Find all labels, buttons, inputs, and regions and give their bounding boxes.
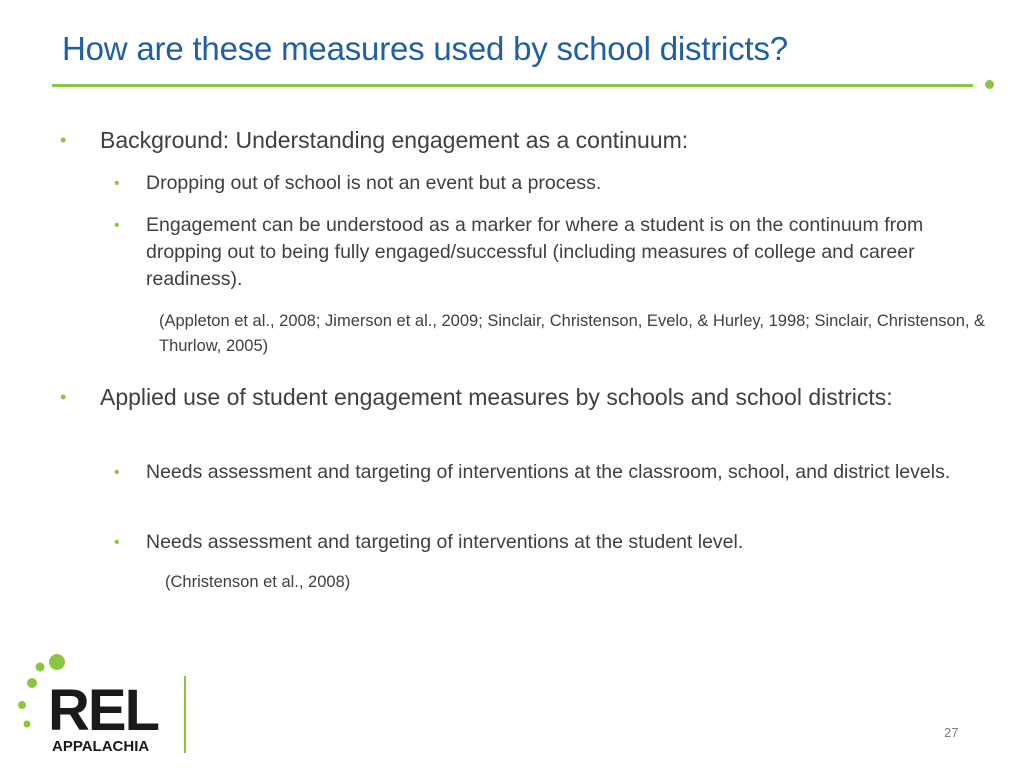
sub-bullet-dropping-out [114,170,964,197]
logo-subtitle: APPALACHIA [52,738,150,755]
sub-bullet-dot-icon: • [114,464,120,481]
bullet-text: Applied use of student engagement measures by schools and school districts: [100,384,893,410]
bullet-background [60,125,960,155]
sub-bullet-student-level [114,529,974,556]
sub-bullet-dot-icon: • [114,217,120,234]
bullet-text: Background: Understanding engagement as a continuum: [100,127,689,153]
logo-divider [184,676,186,753]
logo-wordmark: REL [48,678,158,743]
rel-appalachia-logo [14,650,194,758]
logo-dot-icon [24,721,31,728]
sub-bullet-text: Engagement can be understood as a marker for where a student is on the continuum from dropping out to being fully engaged/successful (including measures of college and career readiness). [146,214,924,290]
title-underline [52,84,973,87]
logo-dot-large-icon [49,654,65,670]
sub-bullet-classroom-levels [114,459,974,486]
bullet-dot-icon: • [60,387,67,407]
slide-title: How are these measures used by school districts? [62,30,788,67]
logo-dot-icon [36,663,45,672]
sub-bullet-dot-icon: • [114,175,120,192]
logo-dot-icon [18,701,26,709]
sub-bullet-text: Dropping out of school is not an event but a process. [146,172,602,194]
citation-background: (Appleton et al., 2008; Jimerson et al., 2009; Sinclair, Christenson, Evelo, & Hurley, 1998; Sinclair, Christenson, & Thurlow, 2005) [159,312,986,355]
citation-applied-use: (Christenson et al., 2008) [165,573,351,591]
sub-bullet-text: Needs assessment and targeting of interventions at the classroom, school, and district levels. [146,461,951,483]
sub-bullet-text: Needs assessment and targeting of interventions at the student level. [146,531,744,553]
bullet-dot-icon: • [60,130,67,150]
sub-bullet-dot-icon: • [114,534,120,551]
logo-dot-icon [27,678,37,688]
title-accent-dot [985,80,994,89]
bullet-applied-use [60,382,900,412]
sub-bullet-engagement-marker [114,212,936,293]
page-number: 27 [944,725,959,740]
